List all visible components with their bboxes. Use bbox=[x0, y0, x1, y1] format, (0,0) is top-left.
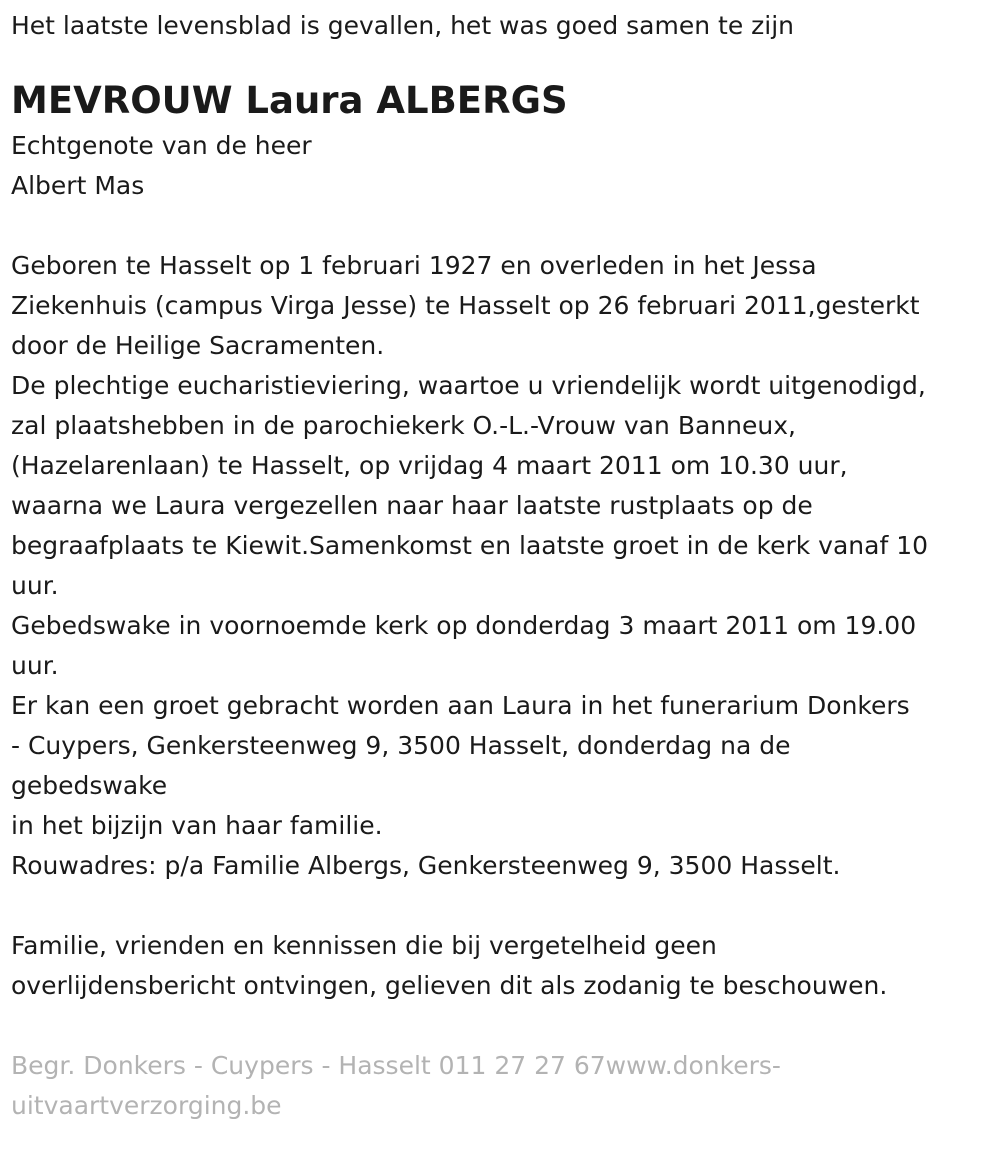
body-line: gebedswake bbox=[11, 771, 168, 800]
notice-line: overlijdensbericht ontvingen, gelieven dit als zodanig te beschouwen. bbox=[11, 971, 888, 1000]
body-line: De plechtige eucharistieviering, waartoe u vriendelijk wordt uitgenodigd, bbox=[11, 371, 926, 400]
body-line: uur. bbox=[11, 571, 59, 600]
footer-line: Begr. Donkers - Cuypers - Hasselt 011 27 27 67www.donkers- bbox=[11, 1051, 781, 1080]
body-line: - Cuypers, Genkersteenweg 9, 3500 Hasselt, donderdag na de bbox=[11, 731, 791, 760]
body-line: Geboren te Hasselt op 1 februari 1927 en overleden in het Jessa bbox=[11, 251, 817, 280]
spacer bbox=[11, 206, 989, 246]
deceased-name: MEVROUW Laura ALBERGS bbox=[11, 79, 568, 122]
notice-block bbox=[11, 926, 989, 1006]
obituary-body bbox=[11, 246, 989, 886]
body-line: (Hazelarenlaan) te Hasselt, op vrijdag 4 maart 2011 om 10.30 uur, bbox=[11, 451, 848, 480]
undertaker-footer bbox=[11, 1046, 989, 1126]
body-line: Rouwadres: p/a Familie Albergs, Genkersteenweg 9, 3500 Hasselt. bbox=[11, 851, 841, 880]
body-line: in het bijzijn van haar familie. bbox=[11, 811, 383, 840]
relation-line: Albert Mas bbox=[11, 171, 145, 200]
notice-line: Familie, vrienden en kennissen die bij vergetelheid geen bbox=[11, 931, 717, 960]
body-line: Er kan een groet gebracht worden aan Laura in het funerarium Donkers bbox=[11, 691, 910, 720]
body-line: door de Heilige Sacramenten. bbox=[11, 331, 385, 360]
body-line: zal plaatshebben in de parochiekerk O.-L.-Vrouw van Banneux, bbox=[11, 411, 796, 440]
body-line: Gebedswake in voornoemde kerk op donderdag 3 maart 2011 om 19.00 bbox=[11, 611, 917, 640]
footer-line: uitvaartverzorging.be bbox=[11, 1091, 282, 1120]
body-line: begraafplaats te Kiewit.Samenkomst en laatste groet in de kerk vanaf 10 bbox=[11, 531, 929, 560]
spacer bbox=[11, 1006, 989, 1026]
body-line: uur. bbox=[11, 651, 59, 680]
body-line: waarna we Laura vergezellen naar haar laatste rustplaats op de bbox=[11, 491, 813, 520]
relation-line: Echtgenote van de heer bbox=[11, 131, 312, 160]
relation-block bbox=[11, 126, 989, 206]
body-line: Ziekenhuis (campus Virga Jesse) te Hasselt op 26 februari 2011,gesterkt bbox=[11, 291, 920, 320]
spacer bbox=[11, 886, 989, 926]
motto-line: Het laatste levensblad is gevallen, het was goed samen te zijn bbox=[11, 11, 795, 40]
